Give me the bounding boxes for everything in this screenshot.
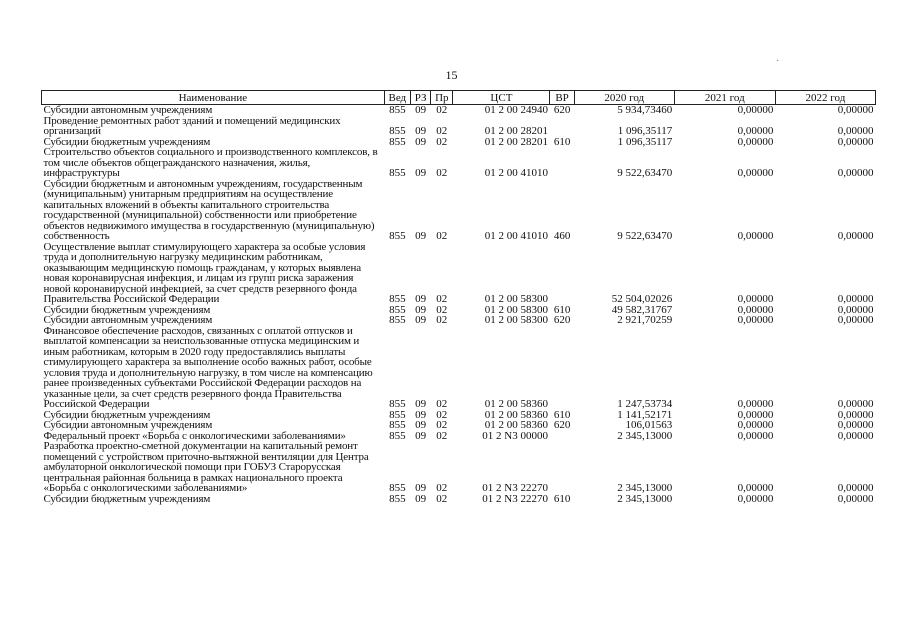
cell-y2022: 0,00000 [837, 482, 874, 494]
header-name: Наименование [42, 91, 385, 105]
cell-ved: 855 [389, 293, 406, 305]
cell-y2020: 9 522,63470 [617, 230, 673, 242]
cell-y2020: 2 345,13000 [617, 492, 673, 505]
budget-table [41, 90, 876, 504]
cell-y2022: 0,00000 [837, 408, 874, 421]
cell-y2021: 0,00000 [737, 314, 774, 326]
cell-y2022: 0,00000 [837, 492, 874, 505]
cell-y2020: 5 934,73460 [617, 104, 673, 116]
table-header-row [42, 91, 876, 105]
cell-cst: 01 2 00 41010 [484, 167, 548, 179]
corner-mark: · [776, 56, 780, 67]
cell-name: Субсидии бюджетным учреждениям [43, 492, 211, 505]
cell-rz: 09 [415, 125, 427, 137]
cell-name: Субсидии бюджетным учреждениям [43, 135, 211, 148]
cell-cst: 01 2 00 58360 [484, 398, 548, 410]
cell-y2022: 0,00000 [837, 167, 874, 179]
cell-y2021: 0,00000 [737, 104, 774, 116]
table-row [42, 147, 876, 179]
page-number: 15 [445, 68, 458, 82]
cell-pr: 02 [436, 293, 448, 305]
cell-name: Субсидии бюджетным учреждениям [43, 303, 211, 316]
cell-pr: 02 [436, 398, 448, 410]
cell-vr: 460 [553, 230, 571, 242]
cell-cst: 01 2 00 28201 [484, 125, 548, 137]
cell-ved: 855 [389, 135, 406, 148]
cell-ved: 855 [389, 492, 406, 505]
header-pr: Пр [431, 91, 453, 105]
cell-y2021: 0,00000 [737, 293, 774, 305]
cell-rz: 09 [415, 230, 427, 242]
cell-y2020: 2 921,70259 [617, 314, 673, 326]
cell-rz: 09 [415, 104, 427, 116]
cell-name: Проведение ремонтных работ зданий и помещений медицинских организаций [43, 114, 341, 137]
cell-pr: 02 [436, 125, 448, 137]
header-ved: Вед [384, 91, 410, 105]
cell-y2022: 0,00000 [837, 419, 874, 431]
cell-vr: 620 [553, 104, 571, 116]
table-row [42, 420, 876, 431]
cell-y2020: 52 504,02026 [611, 293, 673, 305]
cell-y2021: 0,00000 [737, 419, 774, 431]
cell-vr [550, 116, 574, 137]
cell-ved: 855 [389, 419, 406, 431]
cell-y2022: 0,00000 [837, 104, 874, 116]
cell-rz: 09 [415, 135, 427, 148]
cell-pr: 02 [436, 167, 448, 179]
cell-y2020: 106,01563 [625, 419, 673, 431]
cell-name: Субсидии бюджетным и автономным учреждениям, государственным (муниципальным) унитарным предприятиям на осуществление капитальных вложений в объекты капитального строительства государственной (муниципальной) собственности или приобретение объектов недвижимого имущества в государственную (муниципальную) собственность [43, 177, 375, 242]
cell-rz: 09 [415, 167, 427, 179]
cell-rz: 09 [415, 293, 427, 305]
cell-cst: 01 2 N3 22270 [482, 492, 548, 505]
cell-rz: 09 [415, 482, 427, 494]
cell-cst: 01 2 00 58360 [484, 419, 548, 431]
header-2020: 2020 год [574, 91, 674, 105]
cell-y2020: 9 522,63470 [617, 167, 673, 179]
cell-ved: 855 [389, 314, 406, 326]
cell-ved: 855 [389, 429, 406, 442]
cell-rz: 09 [415, 419, 427, 431]
cell-y2020: 1 247,53734 [617, 398, 673, 410]
cell-y2022: 0,00000 [837, 398, 874, 410]
cell-y2022: 0,00000 [837, 125, 874, 137]
cell-vr [550, 441, 574, 494]
cell-pr: 02 [436, 419, 448, 431]
cell-rz: 09 [415, 398, 427, 410]
cell-name: Разработка проектно-сметной документации на капитальный ремонт помещений с устройством приточно-вытяжной вентиляции для Центра амбулаторной онкологической помощи при ГОБУЗ Старорусская центральная районная больница в рамках национального проекта «Борьба с онкологическими заболеваниями» [43, 440, 369, 494]
header-rz: РЗ [410, 91, 430, 105]
cell-cst: 01 2 00 58300 [484, 314, 548, 326]
cell-y2022: 0,00000 [837, 293, 874, 305]
cell-cst: 01 2 00 58360 [484, 408, 548, 421]
table-row [42, 441, 876, 494]
header-2022: 2022 год [775, 91, 875, 105]
cell-y2020: 2 345,13000 [617, 482, 673, 494]
cell-ved: 855 [389, 104, 406, 116]
cell-y2020: 2 345,13000 [617, 429, 673, 442]
cell-cst: 01 2 00 58300 [484, 303, 548, 316]
cell-vr: 610 [553, 408, 571, 421]
cell-y2020: 1 096,35117 [617, 125, 673, 137]
cell-name: Субсидии бюджетным учреждениям [43, 408, 211, 421]
cell-pr: 02 [436, 482, 448, 494]
cell-ved: 855 [389, 482, 406, 494]
cell-name: Осуществление выплат стимулирующего характера за особые условия труда и дополнительную нагрузку медицинским работникам, оказывающим медицинскую помощь гражданам, у которых выявлена новая коронавирусная инфекция, и лицам из групп риска заражения новой коронавирусной инфекцией, за счет средств резервного фонда Правительства Российской Федерации [43, 240, 366, 305]
table-row [42, 326, 876, 410]
cell-ved: 855 [389, 398, 406, 410]
cell-pr: 02 [436, 303, 448, 316]
table-row [42, 315, 876, 326]
cell-pr: 02 [436, 429, 448, 442]
cell-name: Субсидии автономным учреждениям [43, 104, 213, 116]
cell-y2021: 0,00000 [737, 135, 774, 148]
cell-rz: 09 [415, 408, 427, 421]
cell-name: Федеральный проект «Борьба с онкологическими заболеваниями» [43, 429, 346, 442]
cell-vr: 610 [553, 303, 571, 316]
cell-y2021: 0,00000 [737, 429, 774, 442]
table-row [42, 105, 876, 116]
cell-y2021: 0,00000 [737, 167, 774, 179]
cell-pr: 02 [436, 230, 448, 242]
cell-y2021: 0,00000 [737, 230, 774, 242]
cell-y2020: 49 582,31767 [611, 303, 673, 316]
cell-vr: 610 [553, 135, 571, 148]
cell-vr: 620 [553, 419, 571, 431]
cell-cst: 01 2 00 41010 [484, 230, 548, 242]
cell-y2021: 0,00000 [737, 408, 774, 421]
cell-cst: 01 2 N3 00000 [482, 429, 548, 442]
cell-cst: 01 2 00 28201 [484, 135, 548, 148]
cell-vr: 620 [553, 314, 571, 326]
cell-pr: 02 [436, 135, 448, 148]
cell-pr: 02 [436, 492, 448, 505]
cell-y2022: 0,00000 [837, 303, 874, 316]
cell-rz: 09 [415, 429, 427, 442]
cell-vr [550, 431, 574, 442]
cell-y2021: 0,00000 [737, 303, 774, 316]
cell-name: Строительство объектов социального и производственного комплексов, в том числе объектов общегражданского назначения, жилья, инфраструктуры [43, 146, 378, 179]
cell-vr [550, 242, 574, 305]
cell-y2022: 0,00000 [837, 230, 874, 242]
header-cst: ЦСТ [453, 91, 550, 105]
cell-name: Субсидии автономным учреждениям [43, 419, 213, 431]
cell-y2022: 0,00000 [837, 314, 874, 326]
table-row [42, 242, 876, 305]
cell-pr: 02 [436, 314, 448, 326]
cell-cst: 01 2 N3 22270 [482, 482, 548, 494]
cell-rz: 09 [415, 314, 427, 326]
header-vr: ВР [550, 91, 574, 105]
cell-name: Финансовое обеспечение расходов, связанных с оплатой отпусков и выплатой компенсации за неиспользованные отпуска медицинским и иным работникам, которым в 2020 году предоставлялись выплаты стимулирующего характера за выполнение особо важных работ, особые условия труда и дополнительную нагрузку, в том числе на компенсацию ранее произведенных субъектами Российской Федерации расходов на указанные цели, за счет средств резервного фонда Правительства Российской Федерации [43, 324, 373, 410]
cell-ved: 855 [389, 303, 406, 316]
cell-cst: 01 2 00 24940 [484, 104, 548, 116]
cell-y2021: 0,00000 [737, 482, 774, 494]
cell-ved: 855 [389, 408, 406, 421]
cell-y2022: 0,00000 [837, 429, 874, 442]
cell-ved: 855 [389, 230, 406, 242]
cell-cst: 01 2 00 58300 [484, 293, 548, 305]
table-row [42, 179, 876, 242]
cell-rz: 09 [415, 492, 427, 505]
cell-y2020: 1 096,35117 [617, 135, 673, 148]
cell-pr: 02 [436, 104, 448, 116]
cell-rz: 09 [415, 303, 427, 316]
cell-name: Субсидии автономным учреждениям [43, 314, 213, 326]
cell-vr [550, 147, 574, 179]
table-row [42, 494, 876, 505]
header-2021: 2021 год [674, 91, 775, 105]
table-row [42, 116, 876, 137]
cell-ved: 855 [389, 125, 406, 137]
cell-vr: 610 [553, 492, 571, 505]
cell-pr: 02 [436, 408, 448, 421]
cell-y2021: 0,00000 [737, 125, 774, 137]
cell-y2022: 0,00000 [837, 135, 874, 148]
cell-y2021: 0,00000 [737, 492, 774, 505]
cell-y2020: 1 141,52171 [617, 408, 673, 421]
cell-vr [550, 326, 574, 410]
cell-y2021: 0,00000 [737, 398, 774, 410]
cell-ved: 855 [389, 167, 406, 179]
